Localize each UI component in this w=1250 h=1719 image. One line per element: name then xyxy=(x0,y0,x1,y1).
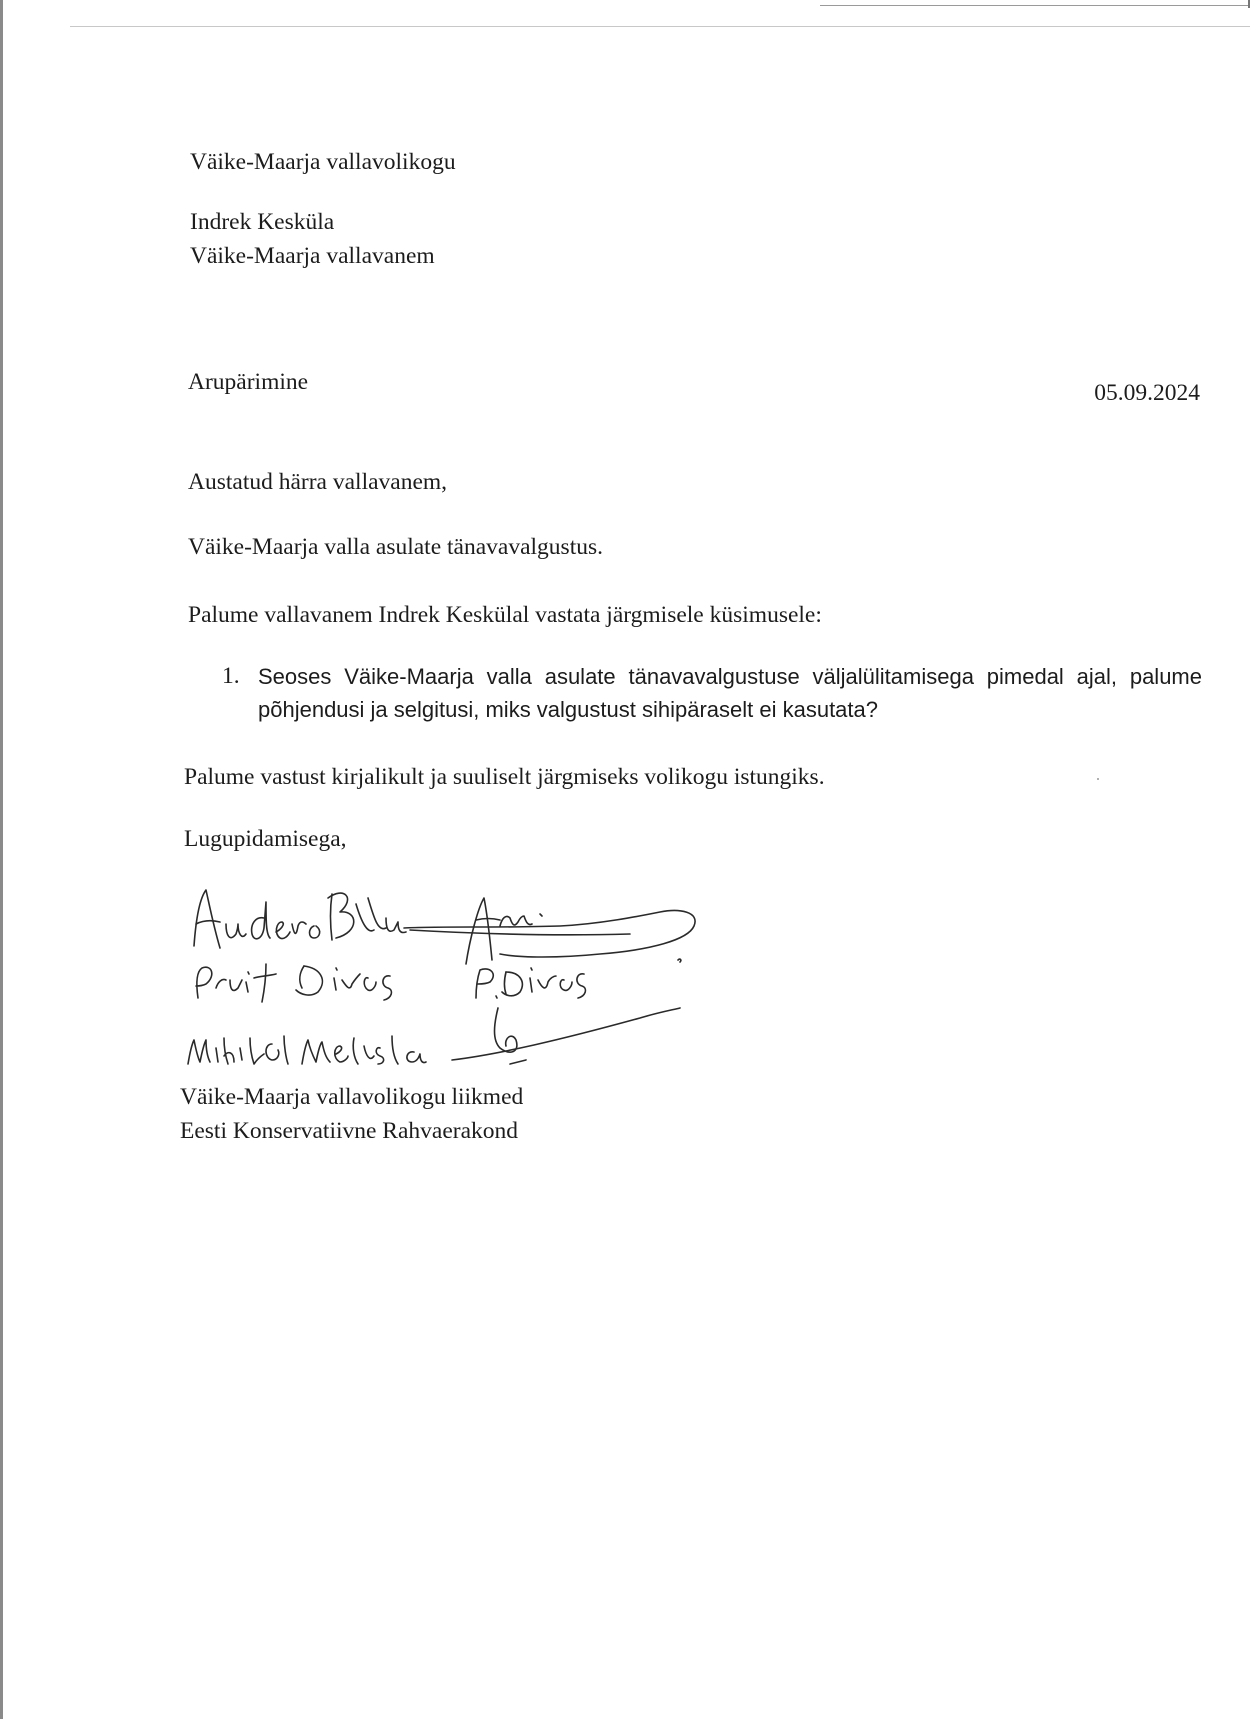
request-line: Palume vallavanem Indrek Keskülal vastata järgmisele küsimusele: xyxy=(188,602,822,628)
salutation: Austatud härra vallavanem, xyxy=(188,469,448,495)
scan-line-top-short xyxy=(820,5,1250,6)
signatory-party: Eesti Konservatiivne Rahvaerakond xyxy=(180,1118,519,1144)
scan-line-top xyxy=(70,26,1250,27)
document-date: 05.09.2024 xyxy=(1094,380,1200,406)
closing-phrase: Lugupidamisega, xyxy=(184,826,347,852)
recipient-name: Indrek Kesküla xyxy=(190,209,335,235)
question-number: 1. xyxy=(222,663,240,689)
signature-priit-dieves xyxy=(196,964,391,1002)
signature-long-stroke xyxy=(452,1008,680,1064)
question-item xyxy=(222,660,1202,726)
scan-border-left xyxy=(0,0,3,1719)
signatory-role: Väike-Maarja vallavolikogu liikmed xyxy=(180,1084,524,1110)
signature-anders-bell xyxy=(194,890,406,948)
signature-mihkel-meltsla xyxy=(188,1036,426,1064)
signature-p-dieves xyxy=(476,968,585,998)
question-text: Seoses Väike-Maarja valla asulate tänavavalgustuse väljalülitamisega pimedal ajal, palume põhjendusi ja selgitusi, miks valgustust sihipäraselt ei kasutata? xyxy=(258,664,1202,722)
recipient-council: Väike-Maarja vallavolikogu xyxy=(190,149,456,175)
document-subject: Arupärimine xyxy=(188,369,309,395)
recipient-title: Väike-Maarja vallavanem xyxy=(190,243,435,269)
signature-crossed-initials xyxy=(404,898,695,964)
topic-line: Väike-Maarja valla asulate tänavavalgustus. xyxy=(188,534,603,560)
answer-request: Palume vastust kirjalikult ja suuliselt järgmiseks volikogu istungiks. xyxy=(184,764,825,790)
signatures-drawing xyxy=(180,868,780,1078)
scan-speck xyxy=(1097,778,1099,780)
handwritten-signatures xyxy=(180,868,780,1078)
